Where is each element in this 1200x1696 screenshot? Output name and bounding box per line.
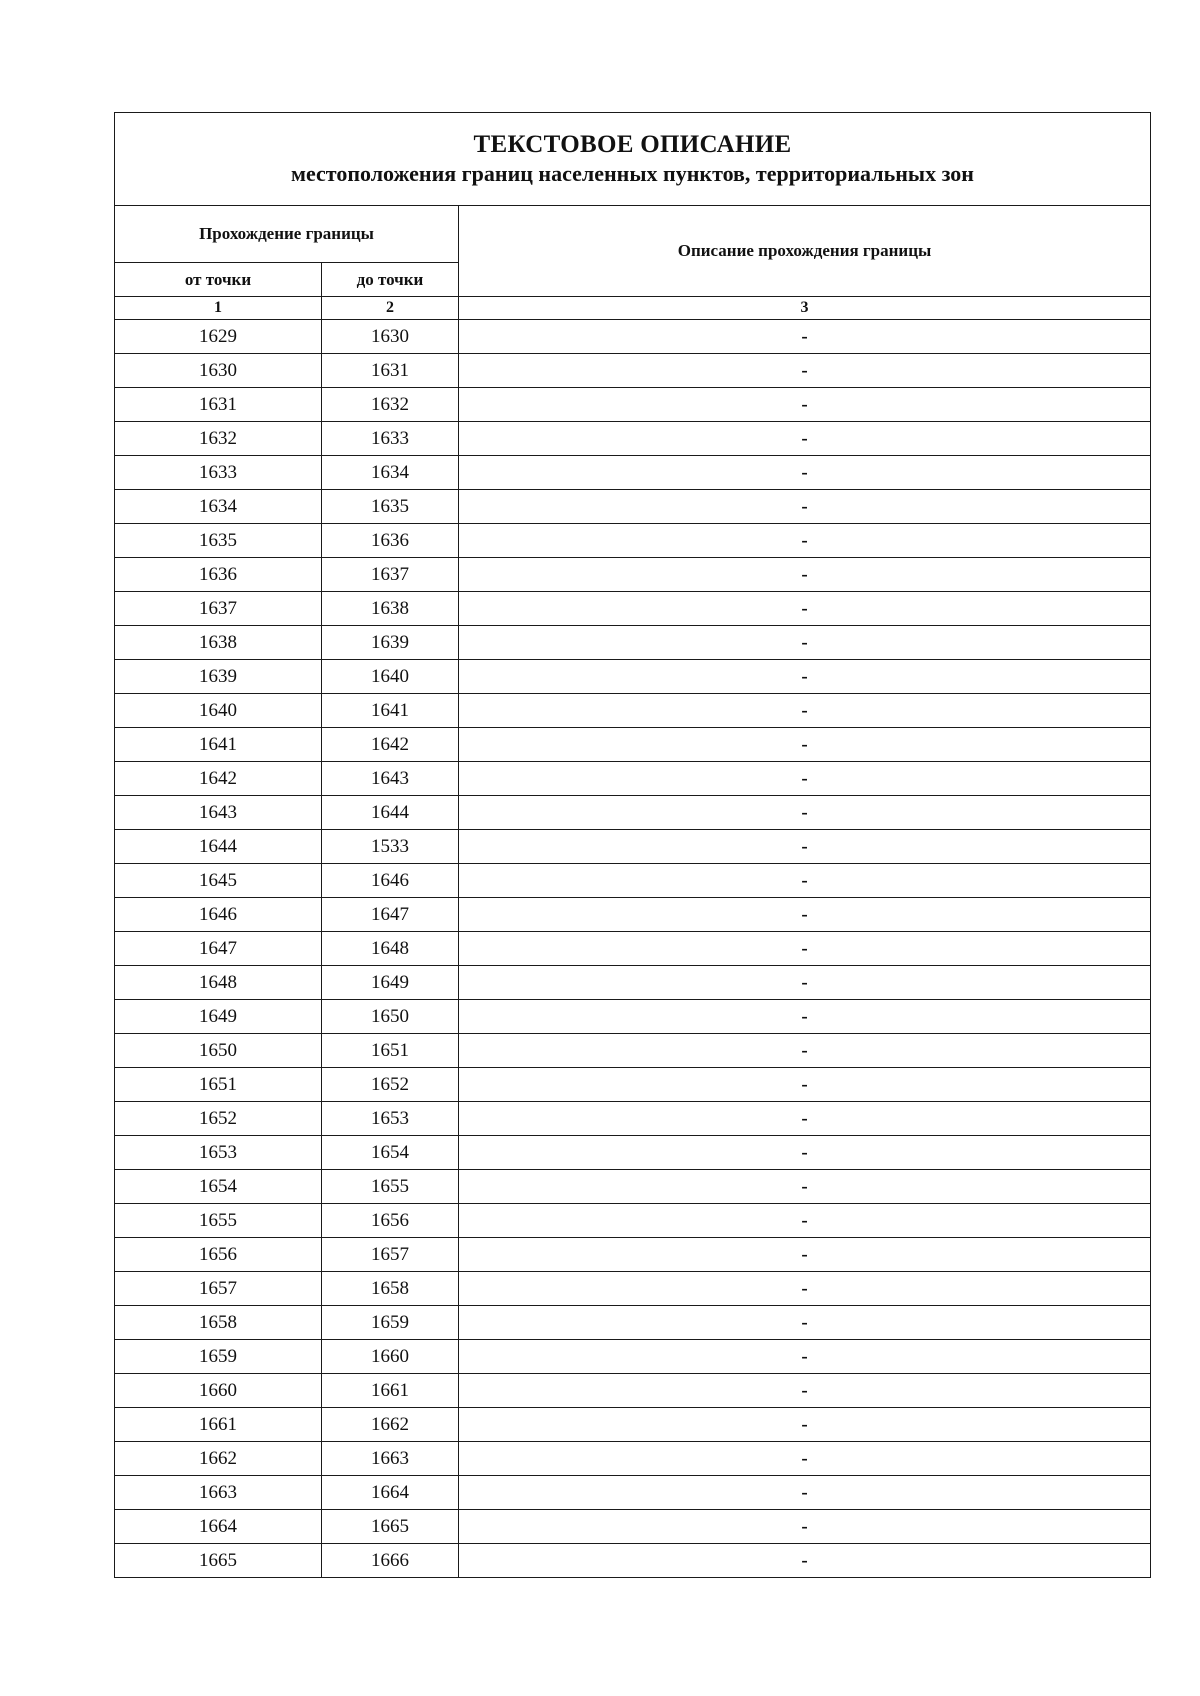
table-row xyxy=(115,1272,1151,1306)
table-row xyxy=(115,898,1151,932)
to-point-cell: 1635 xyxy=(322,490,459,524)
table-row xyxy=(115,1510,1151,1544)
from-point-cell: 1648 xyxy=(115,966,322,1000)
from-point-cell: 1650 xyxy=(115,1034,322,1068)
from-point-cell: 1665 xyxy=(115,1544,322,1578)
from-point-cell: 1640 xyxy=(115,694,322,728)
to-point-cell: 1639 xyxy=(322,626,459,660)
to-point-cell: 1651 xyxy=(322,1034,459,1068)
table-row xyxy=(115,626,1151,660)
from-point-cell: 1663 xyxy=(115,1476,322,1510)
to-point-cell: 1660 xyxy=(322,1340,459,1374)
description-cell: - xyxy=(459,1238,1151,1272)
from-point-cell: 1653 xyxy=(115,1136,322,1170)
from-point-cell: 1658 xyxy=(115,1306,322,1340)
table-row xyxy=(115,1102,1151,1136)
table-row xyxy=(115,1544,1151,1578)
from-point-cell: 1654 xyxy=(115,1170,322,1204)
description-cell: - xyxy=(459,762,1151,796)
to-point-cell: 1650 xyxy=(322,1000,459,1034)
from-point-cell: 1657 xyxy=(115,1272,322,1306)
table-row xyxy=(115,1204,1151,1238)
table-row xyxy=(115,558,1151,592)
description-cell: - xyxy=(459,1000,1151,1034)
to-point-cell: 1655 xyxy=(322,1170,459,1204)
table-row xyxy=(115,1340,1151,1374)
description-cell: - xyxy=(459,456,1151,490)
description-cell: - xyxy=(459,1068,1151,1102)
table-row xyxy=(115,1408,1151,1442)
description-cell: - xyxy=(459,1272,1151,1306)
to-point-cell: 1657 xyxy=(322,1238,459,1272)
from-point-cell: 1633 xyxy=(115,456,322,490)
to-point-cell: 1637 xyxy=(322,558,459,592)
to-point-cell: 1642 xyxy=(322,728,459,762)
boundary-description-table xyxy=(114,112,1151,1578)
table-row xyxy=(115,592,1151,626)
from-point-cell: 1634 xyxy=(115,490,322,524)
description-cell: - xyxy=(459,1476,1151,1510)
to-point-cell: 1533 xyxy=(322,830,459,864)
table-row xyxy=(115,1476,1151,1510)
header-row-1 xyxy=(115,206,1151,263)
table-row xyxy=(115,1306,1151,1340)
description-cell: - xyxy=(459,1034,1151,1068)
from-point-cell: 1652 xyxy=(115,1102,322,1136)
table-row xyxy=(115,1238,1151,1272)
to-point-cell: 1652 xyxy=(322,1068,459,1102)
from-point-cell: 1649 xyxy=(115,1000,322,1034)
to-point-cell: 1631 xyxy=(322,354,459,388)
from-point-cell: 1647 xyxy=(115,932,322,966)
description-cell: - xyxy=(459,728,1151,762)
from-point-cell: 1635 xyxy=(115,524,322,558)
from-point-cell: 1661 xyxy=(115,1408,322,1442)
from-point-cell: 1655 xyxy=(115,1204,322,1238)
to-point-cell: 1656 xyxy=(322,1204,459,1238)
from-point-cell: 1646 xyxy=(115,898,322,932)
description-cell: - xyxy=(459,660,1151,694)
from-point-cell: 1637 xyxy=(115,592,322,626)
table-row xyxy=(115,932,1151,966)
description-cell: - xyxy=(459,1306,1151,1340)
to-point-cell: 1638 xyxy=(322,592,459,626)
description-cell: - xyxy=(459,626,1151,660)
table-row xyxy=(115,864,1151,898)
description-cell: - xyxy=(459,1442,1151,1476)
table-row xyxy=(115,1034,1151,1068)
to-point-cell: 1654 xyxy=(322,1136,459,1170)
description-cell: - xyxy=(459,558,1151,592)
document-title: ТЕКСТОВОЕ ОПИСАНИЕ xyxy=(473,131,792,158)
table-row xyxy=(115,830,1151,864)
group-header: Прохождение границы xyxy=(115,206,459,263)
table-row xyxy=(115,966,1151,1000)
description-cell: - xyxy=(459,932,1151,966)
description-cell: - xyxy=(459,1544,1151,1578)
table-row xyxy=(115,1170,1151,1204)
title-cell xyxy=(115,113,1151,206)
to-point-cell: 1659 xyxy=(322,1306,459,1340)
to-point-cell: 1665 xyxy=(322,1510,459,1544)
table-row xyxy=(115,1000,1151,1034)
to-point-cell: 1646 xyxy=(322,864,459,898)
description-cell: - xyxy=(459,1340,1151,1374)
table-row xyxy=(115,490,1151,524)
description-cell: - xyxy=(459,1374,1151,1408)
from-point-cell: 1643 xyxy=(115,796,322,830)
description-cell: - xyxy=(459,388,1151,422)
table-row xyxy=(115,1068,1151,1102)
column-number-1: 1 xyxy=(115,297,322,320)
description-cell: - xyxy=(459,1204,1151,1238)
table-row xyxy=(115,354,1151,388)
description-cell: - xyxy=(459,796,1151,830)
from-point-cell: 1656 xyxy=(115,1238,322,1272)
from-point-cell: 1644 xyxy=(115,830,322,864)
from-point-cell: 1651 xyxy=(115,1068,322,1102)
table-row xyxy=(115,762,1151,796)
description-cell: - xyxy=(459,524,1151,558)
description-cell: - xyxy=(459,320,1151,354)
to-point-header: до точки xyxy=(322,263,459,297)
to-point-cell: 1653 xyxy=(322,1102,459,1136)
from-point-cell: 1632 xyxy=(115,422,322,456)
from-point-cell: 1639 xyxy=(115,660,322,694)
to-point-cell: 1649 xyxy=(322,966,459,1000)
document-subtitle: местоположения границ населенных пунктов, территориальных зон xyxy=(291,161,974,186)
table-row xyxy=(115,1442,1151,1476)
description-cell: - xyxy=(459,354,1151,388)
description-cell: - xyxy=(459,1170,1151,1204)
document-sheet xyxy=(114,112,1150,1578)
description-header: Описание прохождения границы xyxy=(459,206,1151,297)
to-point-cell: 1664 xyxy=(322,1476,459,1510)
title-row xyxy=(115,113,1151,206)
description-cell: - xyxy=(459,1408,1151,1442)
table-row xyxy=(115,694,1151,728)
from-point-cell: 1660 xyxy=(115,1374,322,1408)
to-point-cell: 1641 xyxy=(322,694,459,728)
column-number-row xyxy=(115,297,1151,320)
from-point-header: от точки xyxy=(115,263,322,297)
to-point-cell: 1630 xyxy=(322,320,459,354)
column-number-3: 3 xyxy=(459,297,1151,320)
to-point-cell: 1658 xyxy=(322,1272,459,1306)
from-point-cell: 1645 xyxy=(115,864,322,898)
to-point-cell: 1643 xyxy=(322,762,459,796)
description-cell: - xyxy=(459,830,1151,864)
to-point-cell: 1633 xyxy=(322,422,459,456)
description-cell: - xyxy=(459,1102,1151,1136)
description-cell: - xyxy=(459,694,1151,728)
from-point-cell: 1642 xyxy=(115,762,322,796)
table-body xyxy=(115,113,1151,1578)
from-point-cell: 1631 xyxy=(115,388,322,422)
table-row xyxy=(115,388,1151,422)
from-point-cell: 1659 xyxy=(115,1340,322,1374)
to-point-cell: 1640 xyxy=(322,660,459,694)
from-point-cell: 1630 xyxy=(115,354,322,388)
description-cell: - xyxy=(459,1136,1151,1170)
to-point-cell: 1632 xyxy=(322,388,459,422)
table-row xyxy=(115,456,1151,490)
table-row xyxy=(115,1136,1151,1170)
column-number-2: 2 xyxy=(322,297,459,320)
to-point-cell: 1647 xyxy=(322,898,459,932)
to-point-cell: 1666 xyxy=(322,1544,459,1578)
description-cell: - xyxy=(459,898,1151,932)
table-row xyxy=(115,320,1151,354)
table-row xyxy=(115,524,1151,558)
to-point-cell: 1663 xyxy=(322,1442,459,1476)
to-point-cell: 1648 xyxy=(322,932,459,966)
to-point-cell: 1661 xyxy=(322,1374,459,1408)
description-cell: - xyxy=(459,490,1151,524)
table-row xyxy=(115,728,1151,762)
to-point-cell: 1644 xyxy=(322,796,459,830)
description-cell: - xyxy=(459,422,1151,456)
description-cell: - xyxy=(459,966,1151,1000)
from-point-cell: 1664 xyxy=(115,1510,322,1544)
description-cell: - xyxy=(459,592,1151,626)
from-point-cell: 1629 xyxy=(115,320,322,354)
to-point-cell: 1662 xyxy=(322,1408,459,1442)
from-point-cell: 1638 xyxy=(115,626,322,660)
from-point-cell: 1636 xyxy=(115,558,322,592)
table-row xyxy=(115,796,1151,830)
from-point-cell: 1641 xyxy=(115,728,322,762)
table-row xyxy=(115,660,1151,694)
description-cell: - xyxy=(459,1510,1151,1544)
table-row xyxy=(115,1374,1151,1408)
description-cell: - xyxy=(459,864,1151,898)
table-row xyxy=(115,422,1151,456)
to-point-cell: 1634 xyxy=(322,456,459,490)
to-point-cell: 1636 xyxy=(322,524,459,558)
from-point-cell: 1662 xyxy=(115,1442,322,1476)
